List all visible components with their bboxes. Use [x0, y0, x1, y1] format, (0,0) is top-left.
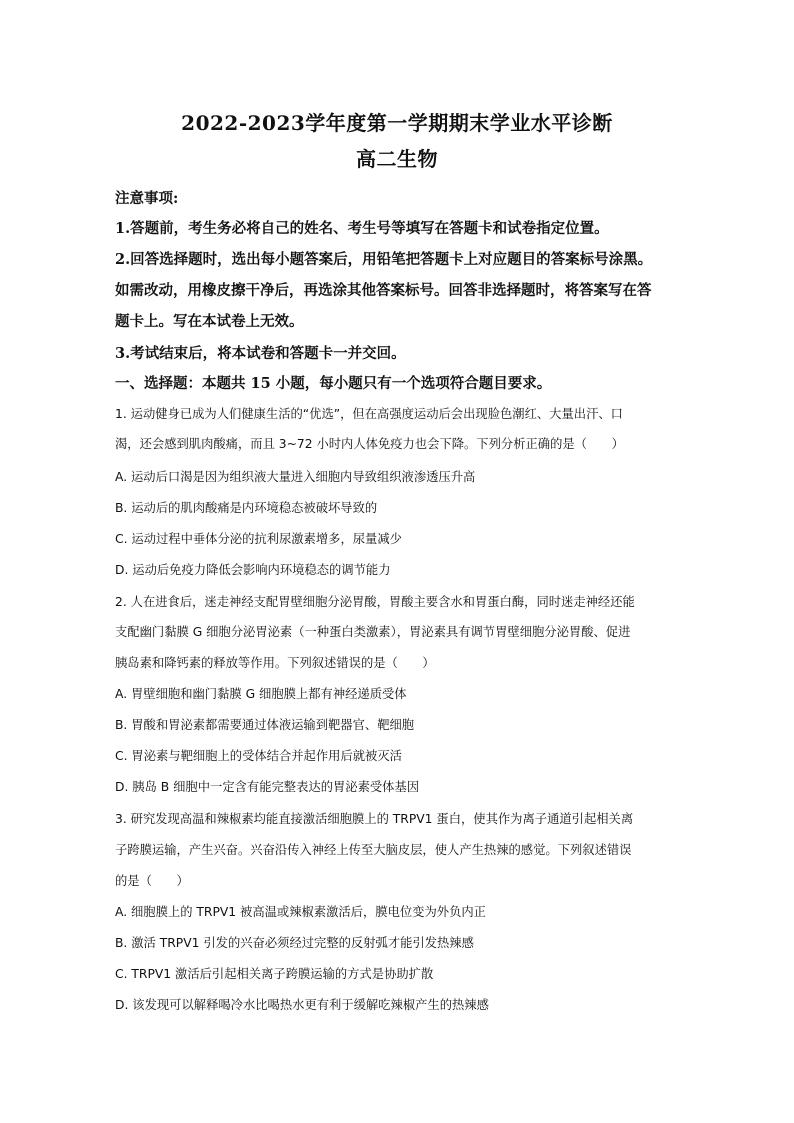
question-option: D. 胰岛 B 细胞中一定含有能完整表达的胃泌素受体基因	[115, 780, 420, 794]
question-option: A. 胃壁细胞和幽门黏膜 G 细胞膜上都有神经递质受体	[115, 687, 407, 701]
notes-item: 2.回答选择题时，选出每小题答案后，用铅笔把答题卡上对应题目的答案标号涂黑。	[115, 251, 653, 268]
question-option: D. 运动后免疫力降低会影响内环境稳态的调节能力	[115, 563, 391, 577]
question-option: A. 运动后口渴是因为组织液大量进入细胞内导致组织液渗透压升高	[115, 470, 476, 484]
question-option: D. 该发现可以解释喝冷水比喝热水更有利于缓解吃辣椒产生的热辣感	[115, 998, 489, 1012]
question-option: B. 运动后的肌肉酸痛是内环境稳态被破坏导致的	[115, 501, 378, 515]
notes-item: 3.考试结束后，将本试卷和答题卡一并交回。	[115, 345, 406, 362]
question-option: C. 运动过程中垂体分泌的抗利尿激素增多，尿量减少	[115, 532, 402, 546]
question-stem: 的是（ ）	[115, 874, 189, 888]
notes-item: 1.答题前，考生务必将自己的姓名、考生号等填写在答题卡和试卷指定位置。	[115, 220, 609, 237]
question-option: C. 胃泌素与靶细胞上的受体结合并起作用后就被灭活	[115, 749, 402, 763]
question-stem: 2. 人在进食后，迷走神经支配胃壁细胞分泌胃酸，胃酸主要含水和胃蛋白酶，同时迷走神经还能	[115, 595, 635, 609]
question-option: C. TRPV1 激活后引起相关离子跨膜运输的方式是协助扩散	[115, 967, 434, 981]
question-stem: 子跨膜运输，产生兴奋。兴奋沿传入神经上传至大脑皮层，使人产生热辣的感觉。下列叙述错误	[115, 843, 632, 857]
question-stem: 支配幽门黏膜 G 细胞分泌胃泌素（一种蛋白类激素），胃泌素具有调节胃壁细胞分泌胃酸、促进	[115, 625, 631, 639]
question-stem: 渴，还会感到肌肉酸痛，而且 3~72 小时内人体免疫力也会下降。下列分析正确的是（ ）	[115, 437, 624, 451]
question-option: B. 激活 TRPV1 引发的兴奋必须经过完整的反射弧才能引发热辣感	[115, 936, 474, 950]
question-stem: 3. 研究发现高温和辣椒素均能直接激活细胞膜上的 TRPV1 蛋白，使其作为离子通道引起相关离	[115, 812, 634, 826]
notes-heading: 注意事项:	[115, 190, 179, 207]
question-stem: 1. 运动健身已成为人们健康生活的“优选”，但在高强度运动后会出现脸色潮红、大量出汗、口	[115, 407, 623, 421]
notes-item: 如需改动，用橡皮擦干净后，再选涂其他答案标号。回答非选择题时，将答案写在答	[115, 282, 652, 299]
notes-item: 题卡上。写在本试卷上无效。	[115, 313, 304, 330]
exam-subject: 高二生物	[356, 147, 438, 171]
question-option: B. 胃酸和胃泌素都需要通过体液运输到靶器官、靶细胞	[115, 718, 415, 732]
question-option: A. 细胞膜上的 TRPV1 被高温或辣椒素激活后，膜电位变为外负内正	[115, 905, 486, 919]
exam-title: 2022-2023学年度第一学期期末学业水平诊断	[181, 111, 613, 135]
question-stem: 胰岛素和降钙素的释放等作用。下列叙述错误的是（ ）	[115, 656, 435, 670]
section-heading: 一、选择题：本题共 15 小题，每小题只有一个选项符合题目要求。	[115, 375, 552, 392]
